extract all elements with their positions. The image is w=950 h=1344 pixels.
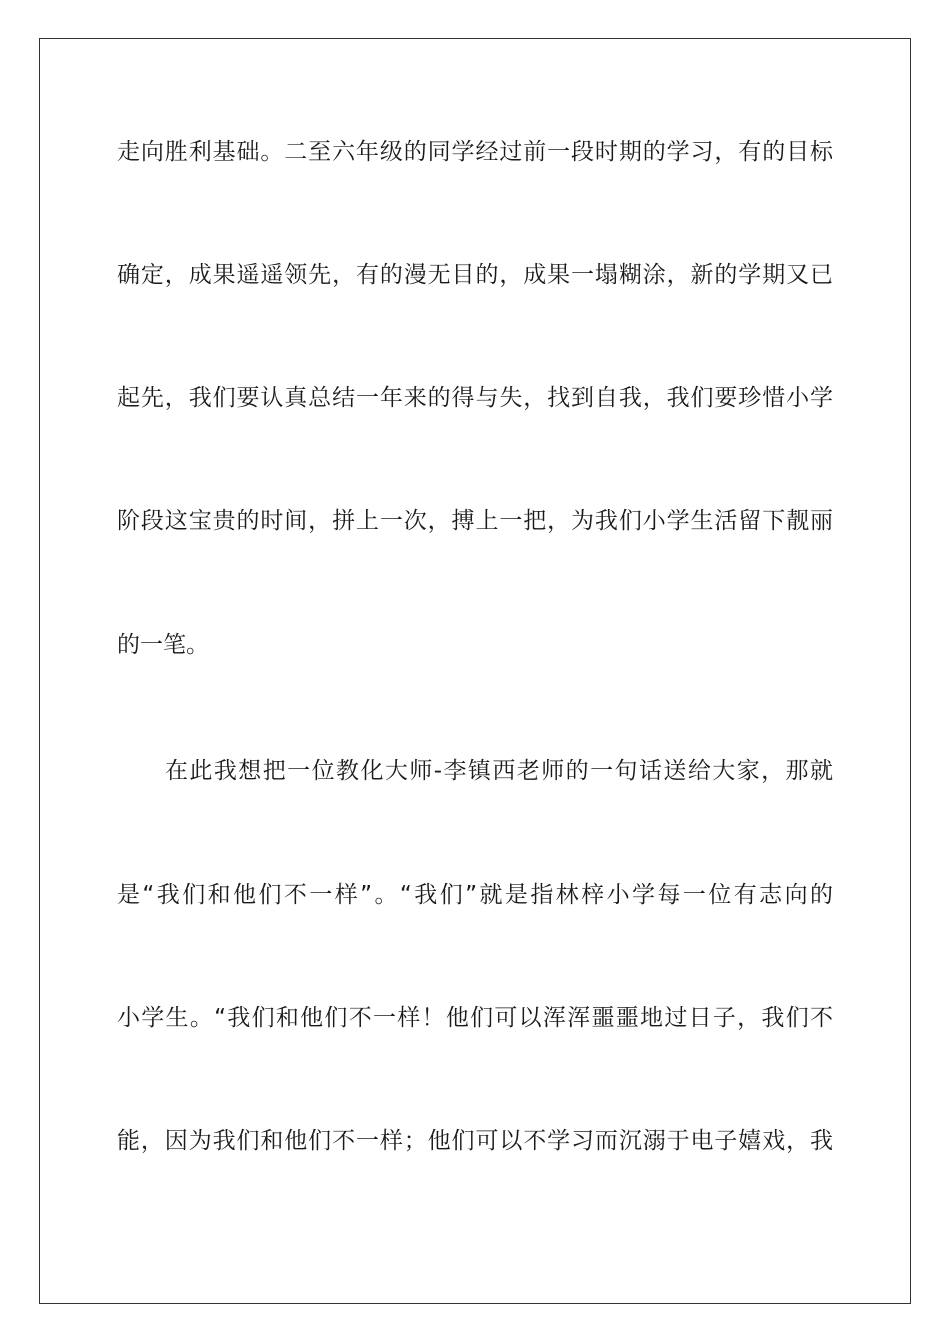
text-line: 能，因为我们和他们不一样；他们可以不学习而沉溺于电子嬉戏，我 <box>117 1128 833 1154</box>
text-line: 起先，我们要认真总结一年来的得与失，找到自我，我们要珍惜小学 <box>117 385 833 411</box>
text-line: 的一笔。 <box>117 632 209 658</box>
page-border <box>39 38 911 1304</box>
text-line: 确定，成果遥遥领先，有的漫无目的，成果一塌糊涂，新的学期又已 <box>117 262 833 288</box>
text-line: 小学生。“我们和他们不一样！他们可以浑浑噩噩地过日子，我们不 <box>117 1005 833 1031</box>
paragraph-first-line: 在此我想把一位教化大师-李镇西老师的一句话送给大家，那就 <box>165 758 833 784</box>
text-line: 走向胜利基础。二至六年级的同学经过前一段时期的学习，有的目标 <box>117 139 833 165</box>
text-line: 阶段这宝贵的时间，拼上一次，搏上一把，为我们小学生活留下靓丽 <box>117 508 833 534</box>
text-line: 是“我们和他们不一样”。“我们”就是指林梓小学每一位有志向的 <box>117 882 833 908</box>
